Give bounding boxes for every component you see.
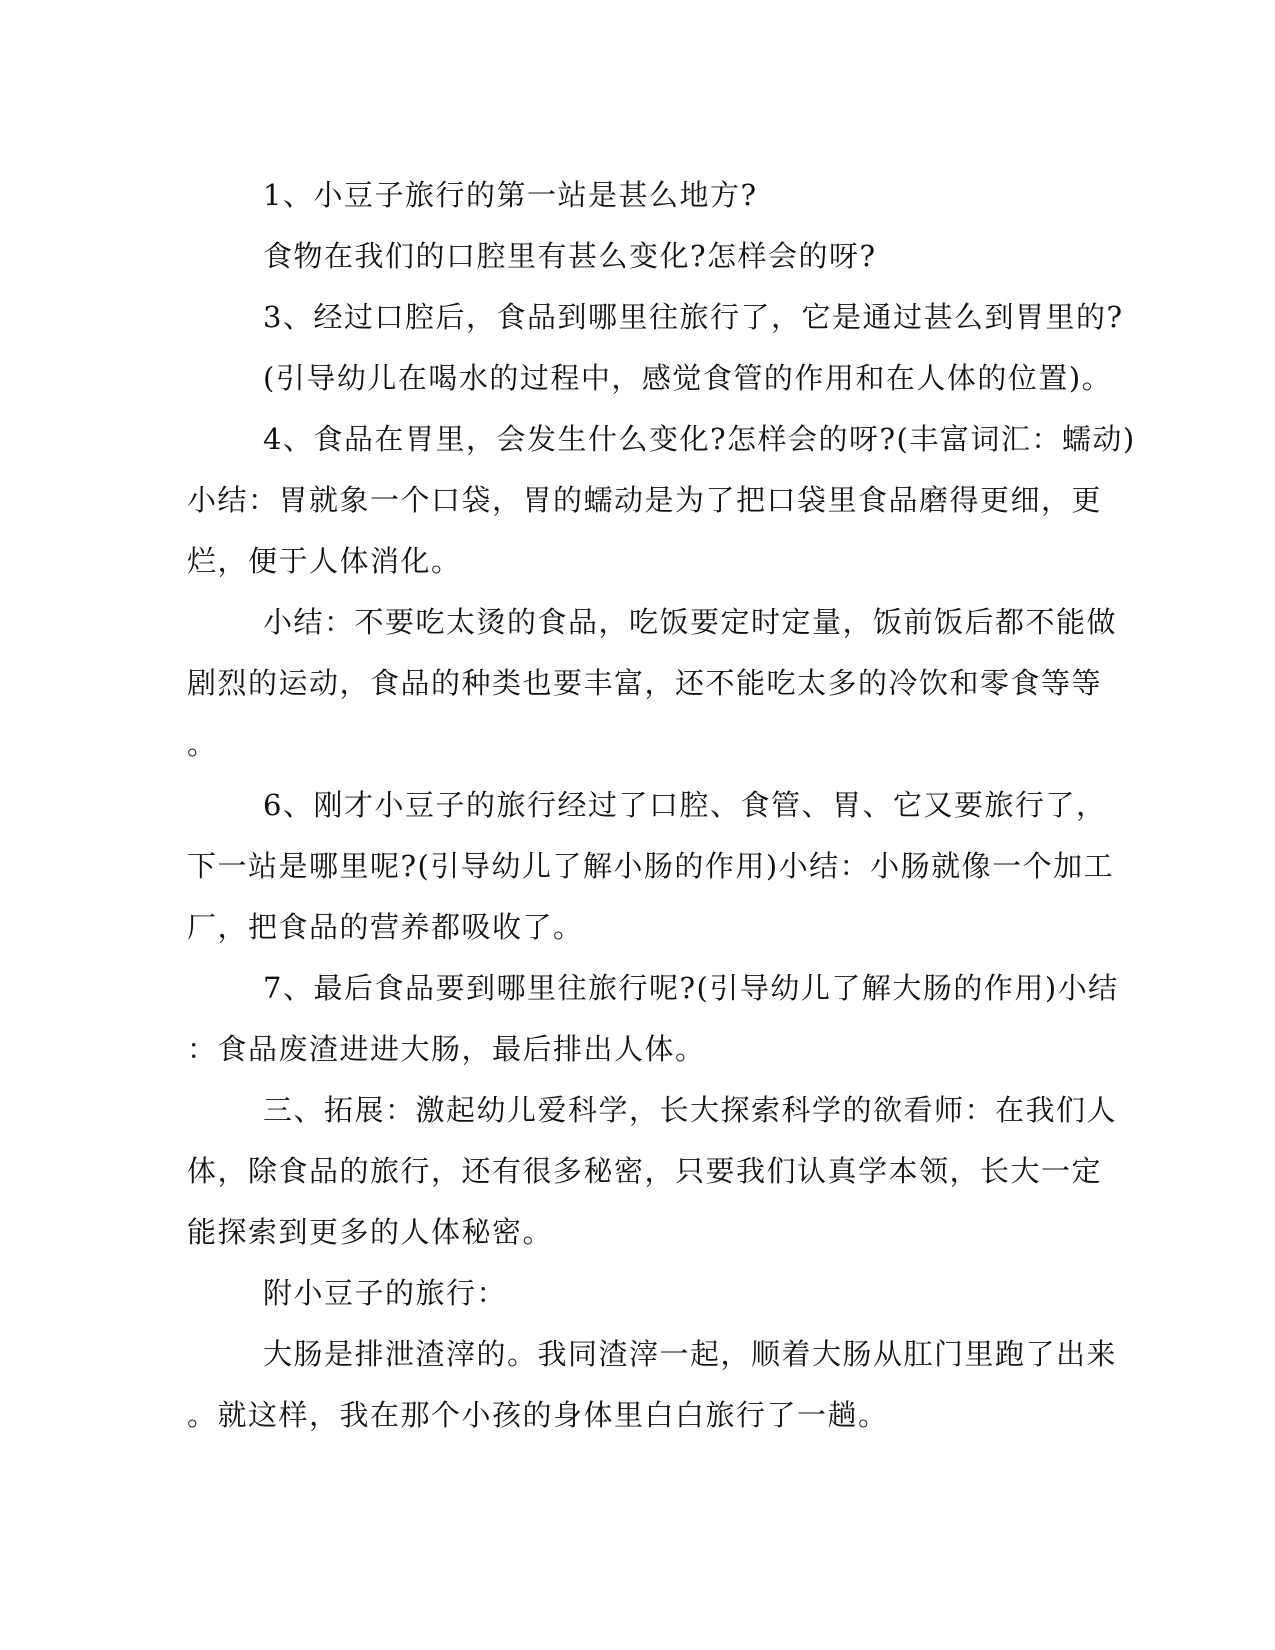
paragraph-question-4: [187, 409, 1136, 592]
text-line: 3、经过口腔后，食品到哪里往旅行了，它是通过甚么到胃里的?: [263, 300, 1124, 334]
text-line: 小结：胃就象一个口袋，胃的蠕动是为了把口袋里食品磨得更细，更: [187, 483, 1103, 517]
text-line: (引导幼儿在喝水的过程中，感觉食管的作用和在人体的位置)。: [263, 361, 1113, 395]
text-line: 附小豆子的旅行：: [263, 1276, 508, 1310]
paragraph-question-3: [187, 287, 1124, 348]
paragraph-question-2: [187, 226, 1087, 287]
text-line: 1、小豆子旅行的第一站是甚么地方?: [263, 178, 758, 212]
text-line: 小结：不要吃太烫的食品，吃饭要定时定量，饭前饭后都不能做: [263, 605, 1118, 639]
text-line: 体，除食品的旅行，还有很多秘密，只要我们认真学本领，长大一定: [187, 1154, 1103, 1188]
paragraph-extension: [187, 1080, 1118, 1263]
text-line: 大肠是排泄渣滓的。我同渣滓一起，顺着大肠从肛门里跑了出来: [263, 1337, 1118, 1371]
text-line: 剧烈的运动，食品的种类也要丰富，还不能吃太多的冷饮和零食等等: [187, 666, 1103, 700]
paragraph-question-6: [187, 775, 1115, 958]
paragraph-summary-eating: [187, 592, 1118, 775]
text-line: 。就这样，我在那个小孩的身体里白白旅行了一趟。: [187, 1398, 889, 1432]
text-line: 厂，把食品的营养都吸收了。: [187, 910, 584, 944]
text-line: 下一站是哪里呢?(引导幼儿了解小肠的作用)小结：小肠就像一个加工: [187, 849, 1115, 883]
paragraph-question-7: [187, 958, 1119, 1080]
paragraph-appendix-heading: [187, 1263, 1087, 1324]
text-line: 食物在我们的口腔里有甚么变化?怎样会的呀?: [263, 239, 877, 273]
text-line: 烂，便于人体消化。: [187, 544, 462, 578]
paragraph-appendix-story: [187, 1324, 1118, 1446]
text-line: 三、拓展：激起幼儿爱科学，长大探索科学的欲看师：在我们人: [263, 1093, 1118, 1127]
text-line: 7、最后食品要到哪里往旅行呢?(引导幼儿了解大肠的作用)小结: [263, 971, 1119, 1005]
paragraph-guide-esophagus: [187, 348, 1113, 409]
text-line: ：食品废渣进进大肠，最后排出人体。: [187, 1032, 706, 1066]
text-line: 能探索到更多的人体秘密。: [187, 1215, 554, 1249]
document-body: [187, 165, 1136, 1446]
text-line: 4、食品在胃里，会发生什么变化?怎样会的呀?(丰富词汇：蠕动): [263, 422, 1136, 456]
text-line: 6、刚才小豆子的旅行经过了口腔、食管、胃、它又要旅行了，: [263, 788, 1107, 822]
paragraph-question-1: [187, 165, 1087, 226]
text-line: 。: [187, 727, 218, 761]
